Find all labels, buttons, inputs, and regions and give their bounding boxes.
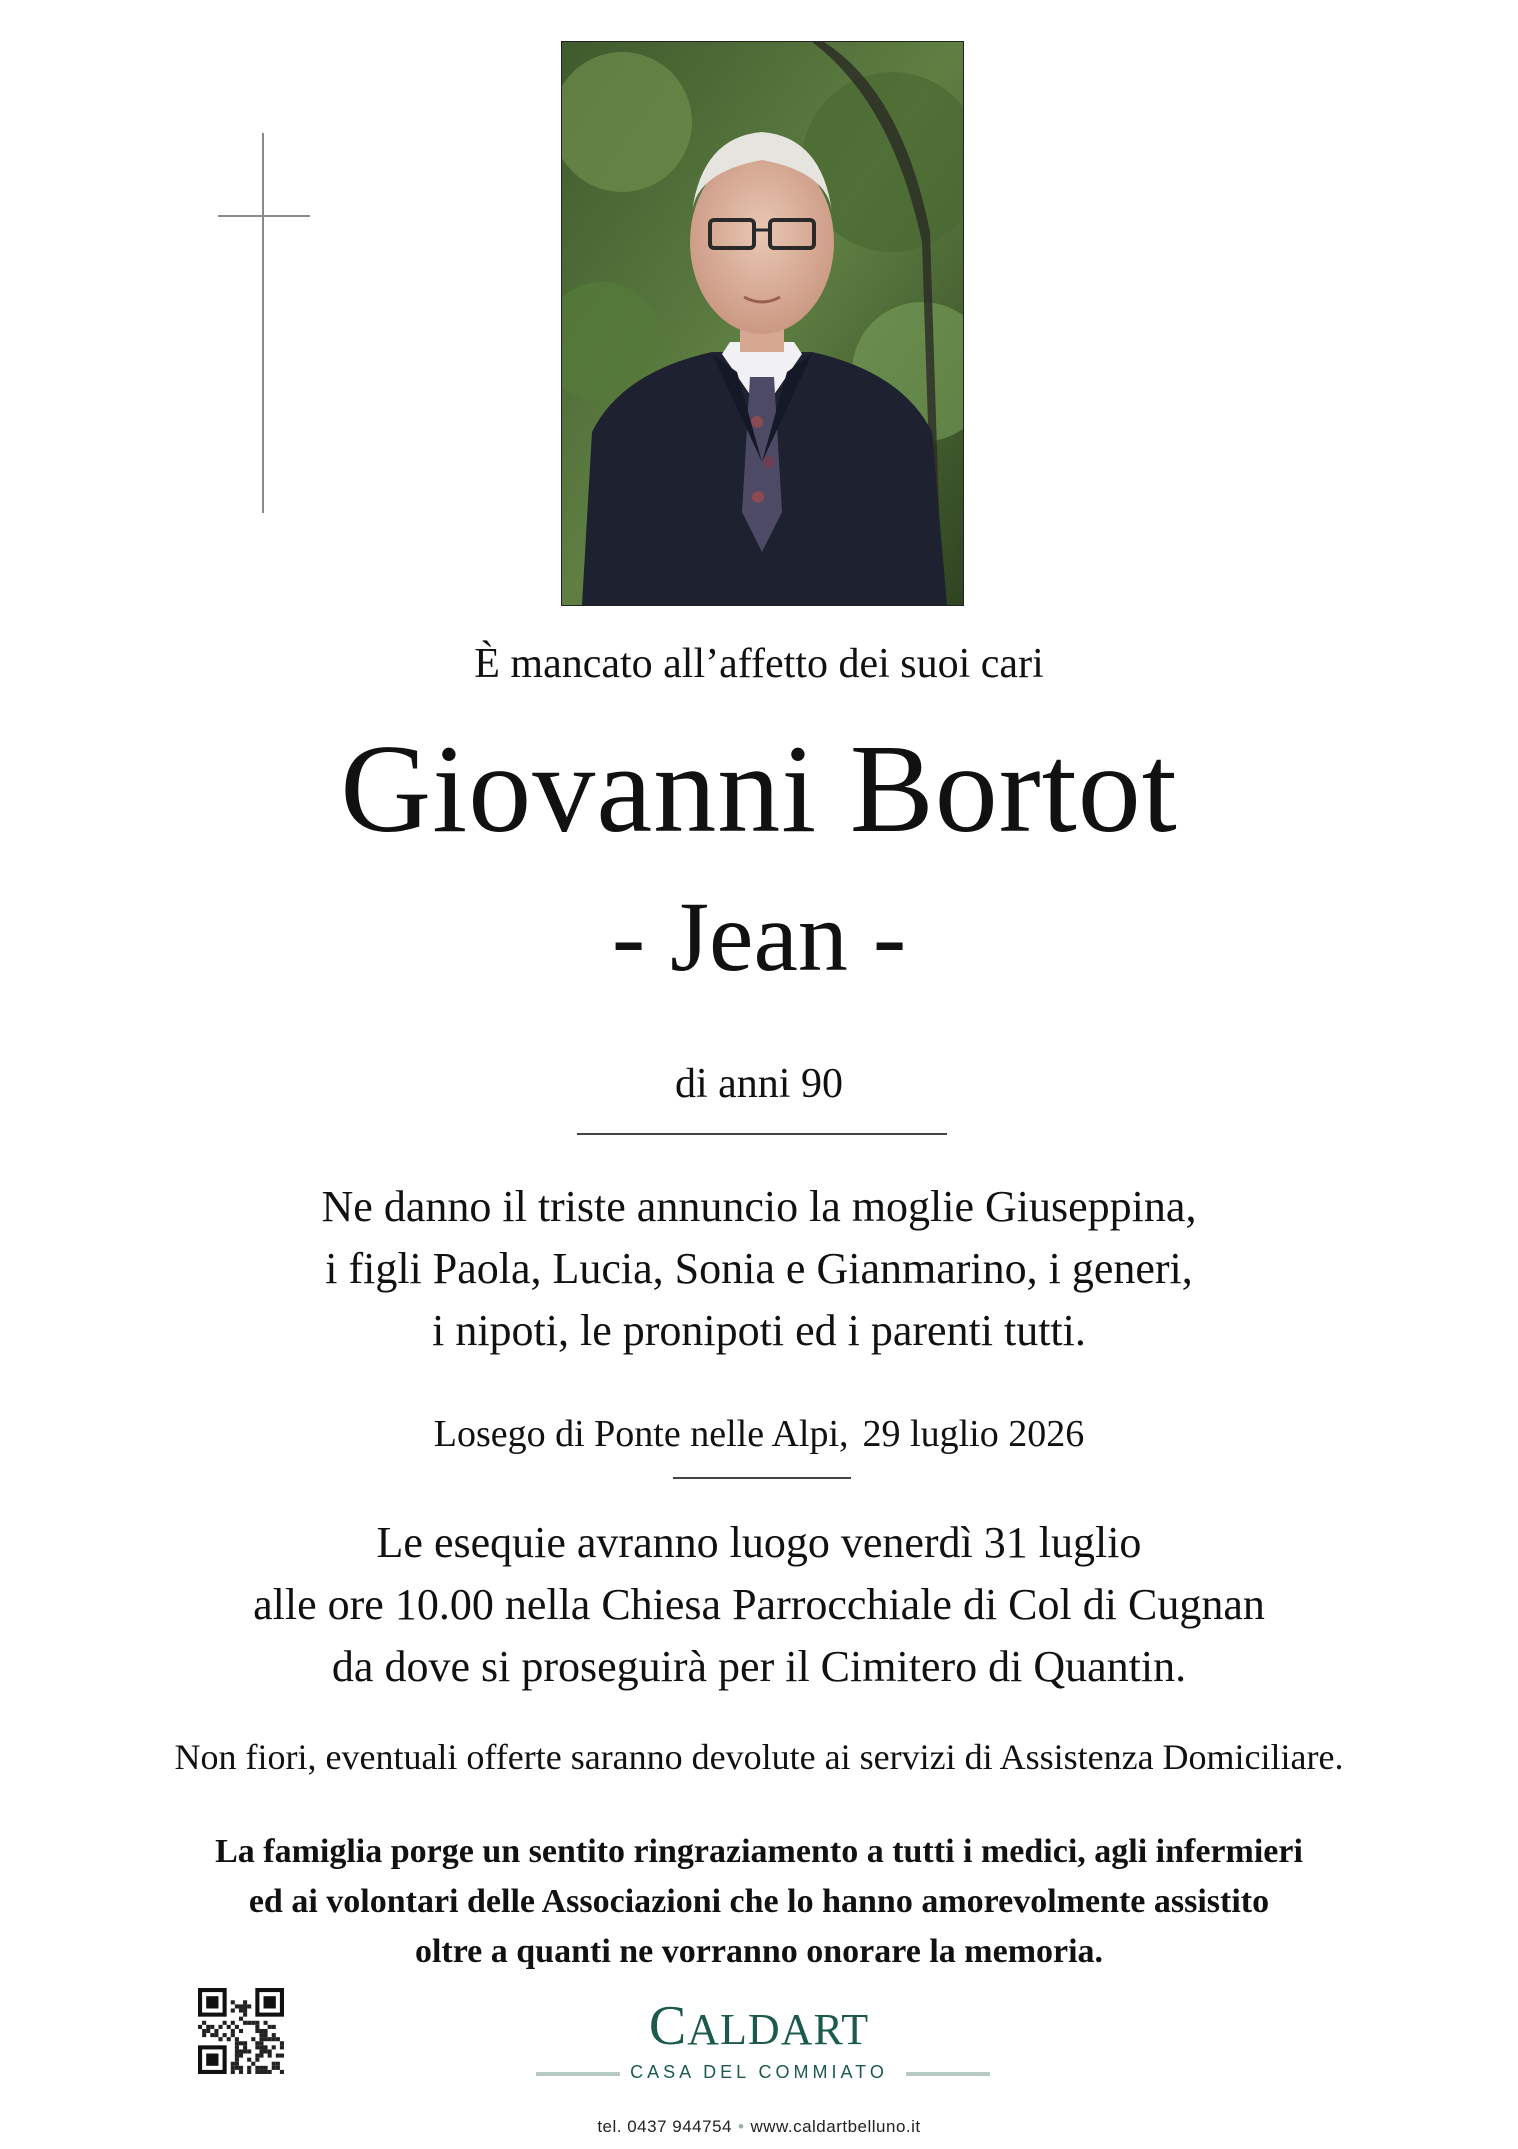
thanks-line: ed ai volontari delle Associazioni che lo hanno amorevolmente assistito (248, 1883, 1270, 1920)
cross-vertical-bar (262, 133, 264, 513)
thanks-message (0, 1827, 1518, 1977)
divider-line (577, 1133, 947, 1135)
age-text: di anni 90 (675, 1061, 843, 1107)
date-text: 29 luglio 2026 (862, 1413, 1085, 1455)
thanks-line: La famiglia porge un sentito ringraziamento a tutti i medici, agli infermieri (215, 1833, 1303, 1870)
funeral-details (0, 1512, 1518, 1698)
caldart-logo (0, 1996, 1518, 2060)
divider-line-short (673, 1477, 851, 1479)
cross-horizontal-bar (218, 215, 310, 217)
funeral-line: alle ore 10.00 nella Chiesa Parrocchiale di Col di Cugnan (253, 1580, 1265, 1629)
place-date-line (0, 1412, 1518, 1456)
logo-tagline: CASA DEL COMMIATO (630, 2062, 888, 2082)
flowers-note: Non fiori, eventuali offerte saranno devolute ai servizi di Assistenza Domiciliare. (174, 1737, 1344, 1777)
separator-dot: • (738, 2117, 745, 2136)
announcement-line: Ne danno il triste annuncio la moglie Giuseppina, (321, 1182, 1197, 1231)
deceased-name: Giovanni Bortot (340, 720, 1178, 859)
funeral-line: da dove si proseguirà per il Cimitero di Quantin. (331, 1642, 1187, 1691)
announcement-line: i figli Paola, Lucia, Sonia e Gianmarino, i generi, (325, 1244, 1193, 1293)
contact-line (0, 2117, 1518, 2137)
announcement (0, 1176, 1518, 1362)
logo-initial: C (648, 1995, 688, 2057)
logo-rest: ALDART (687, 2005, 870, 2054)
nickname: - Jean - (611, 881, 907, 992)
intro-text: È mancato all’affetto dei suoi cari (474, 641, 1044, 687)
phone-number: tel. 0437 944754 (597, 2117, 732, 2136)
portrait-photo (561, 41, 964, 606)
funeral-line: Le esequie avranno luogo venerdì 31 luglio (376, 1518, 1142, 1567)
website-link[interactable]: www.caldartbelluno.it (750, 2117, 921, 2136)
thanks-line: oltre a quanti ne vorranno onorare la memoria. (414, 1933, 1104, 1970)
place-text: Losego di Ponte nelle Alpi, (433, 1413, 849, 1455)
announcement-line: i nipoti, le pronipoti ed i parenti tutti. (432, 1306, 1086, 1355)
